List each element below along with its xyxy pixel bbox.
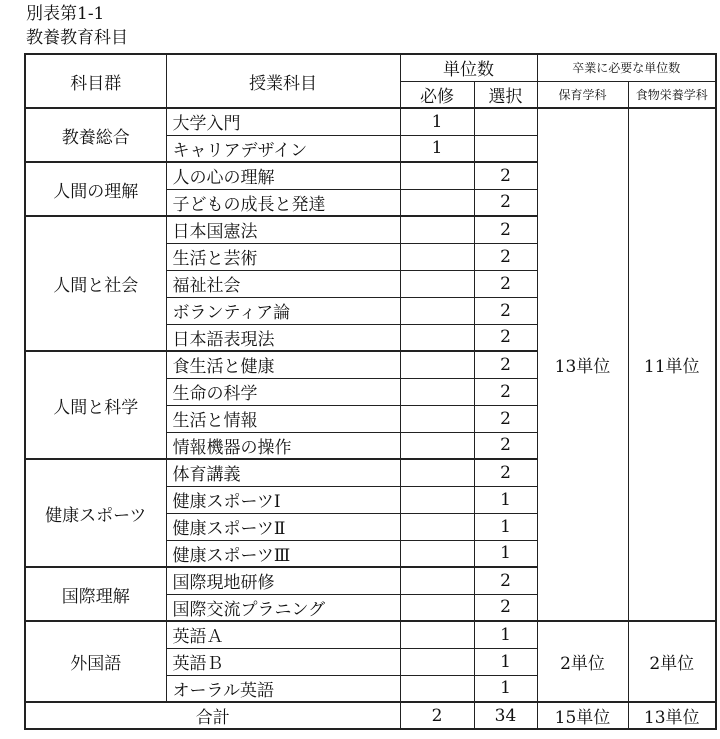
subject-name: ボランティア論 [166,297,400,324]
required-credits: 1 [400,108,474,135]
subject-name: 英語Ａ [166,621,400,648]
group-name: 教養総合 [25,108,166,162]
elective-credits: 2 [474,432,537,459]
required-credits [400,432,474,459]
required-credits [400,513,474,540]
graduation-foreign-nutrition: 2単位 [628,621,716,702]
subject-name: オーラル英語 [166,675,400,702]
elective-credits: 2 [474,459,537,486]
required-credits [400,621,474,648]
elective-credits: 2 [474,405,537,432]
required-credits [400,405,474,432]
elective-credits: 2 [474,567,537,594]
required-credits: 1 [400,135,474,162]
graduation-foreign-childcare: 2単位 [537,621,628,702]
subject-name: 健康スポーツⅢ [166,540,400,567]
elective-credits: 1 [474,540,537,567]
group-name: 人間と社会 [25,216,166,351]
table-row [25,621,716,648]
subject-name: 日本国憲法 [166,216,400,243]
elective-credits: 1 [474,621,537,648]
table-row [25,108,716,135]
elective-credits: 2 [474,378,537,405]
group-name: 健康スポーツ [25,459,166,567]
elective-credits: 2 [474,270,537,297]
subject-name: 体育講義 [166,459,400,486]
total-nutrition: 13単位 [628,702,716,729]
elective-credits [474,135,537,162]
header-subject: 授業科目 [166,54,400,108]
header-graduation: 卒業に必要な単位数 [537,54,716,81]
subject-name: 食生活と健康 [166,351,400,378]
subject-name: 健康スポーツⅡ [166,513,400,540]
group-name: 国際理解 [25,567,166,621]
subject-name: 国際現地研修 [166,567,400,594]
elective-credits: 1 [474,486,537,513]
elective-credits: 2 [474,162,537,189]
header-credits: 単位数 [400,54,537,81]
elective-credits: 2 [474,243,537,270]
header-elective: 選択 [474,81,537,108]
subject-name: 日本語表現法 [166,324,400,351]
required-credits [400,594,474,621]
subject-name: 生活と情報 [166,405,400,432]
required-credits [400,540,474,567]
required-credits [400,297,474,324]
group-name: 人間と科学 [25,351,166,459]
subject-name: 大学入門 [166,108,400,135]
header-dept-nutrition: 食物栄養学科 [628,81,716,108]
elective-credits: 2 [474,324,537,351]
required-credits [400,243,474,270]
required-credits [400,216,474,243]
table-caption-title: 教養教育科目 [26,28,128,48]
required-credits [400,270,474,297]
required-credits [400,648,474,675]
total-row [25,702,716,729]
elective-credits: 2 [474,594,537,621]
elective-credits: 1 [474,675,537,702]
subject-name: 福祉社会 [166,270,400,297]
subject-name: 子どもの成長と発達 [166,189,400,216]
required-credits [400,189,474,216]
total-childcare: 15単位 [537,702,628,729]
curriculum-table [24,53,717,730]
table-body [25,108,716,729]
required-credits [400,378,474,405]
required-credits [400,486,474,513]
subject-name: 人の心の理解 [166,162,400,189]
header-group: 科目群 [25,54,166,108]
graduation-general-childcare: 13単位 [537,108,628,621]
total-label: 合計 [25,702,400,729]
required-credits [400,675,474,702]
required-credits [400,459,474,486]
subject-name: 生命の科学 [166,378,400,405]
elective-credits [474,108,537,135]
elective-credits: 2 [474,216,537,243]
group-name: 外国語 [25,621,166,702]
subject-name: 生活と芸術 [166,243,400,270]
table-caption-number: 別表第1-1 [26,4,105,24]
elective-credits: 2 [474,189,537,216]
subject-name: 英語Ｂ [166,648,400,675]
subject-name: キャリアデザイン [166,135,400,162]
required-credits [400,324,474,351]
elective-credits: 2 [474,297,537,324]
subject-name: 国際交流プラニング [166,594,400,621]
total-elective: 34 [474,702,537,729]
required-credits [400,567,474,594]
graduation-general-nutrition: 11単位 [628,108,716,621]
group-name: 人間の理解 [25,162,166,216]
subject-name: 健康スポーツⅠ [166,486,400,513]
required-credits [400,162,474,189]
elective-credits: 1 [474,648,537,675]
required-credits [400,351,474,378]
total-required: 2 [400,702,474,729]
subject-name: 情報機器の操作 [166,432,400,459]
header-dept-childcare: 保育学科 [537,81,628,108]
elective-credits: 1 [474,513,537,540]
header-required: 必修 [400,81,474,108]
elective-credits: 2 [474,351,537,378]
